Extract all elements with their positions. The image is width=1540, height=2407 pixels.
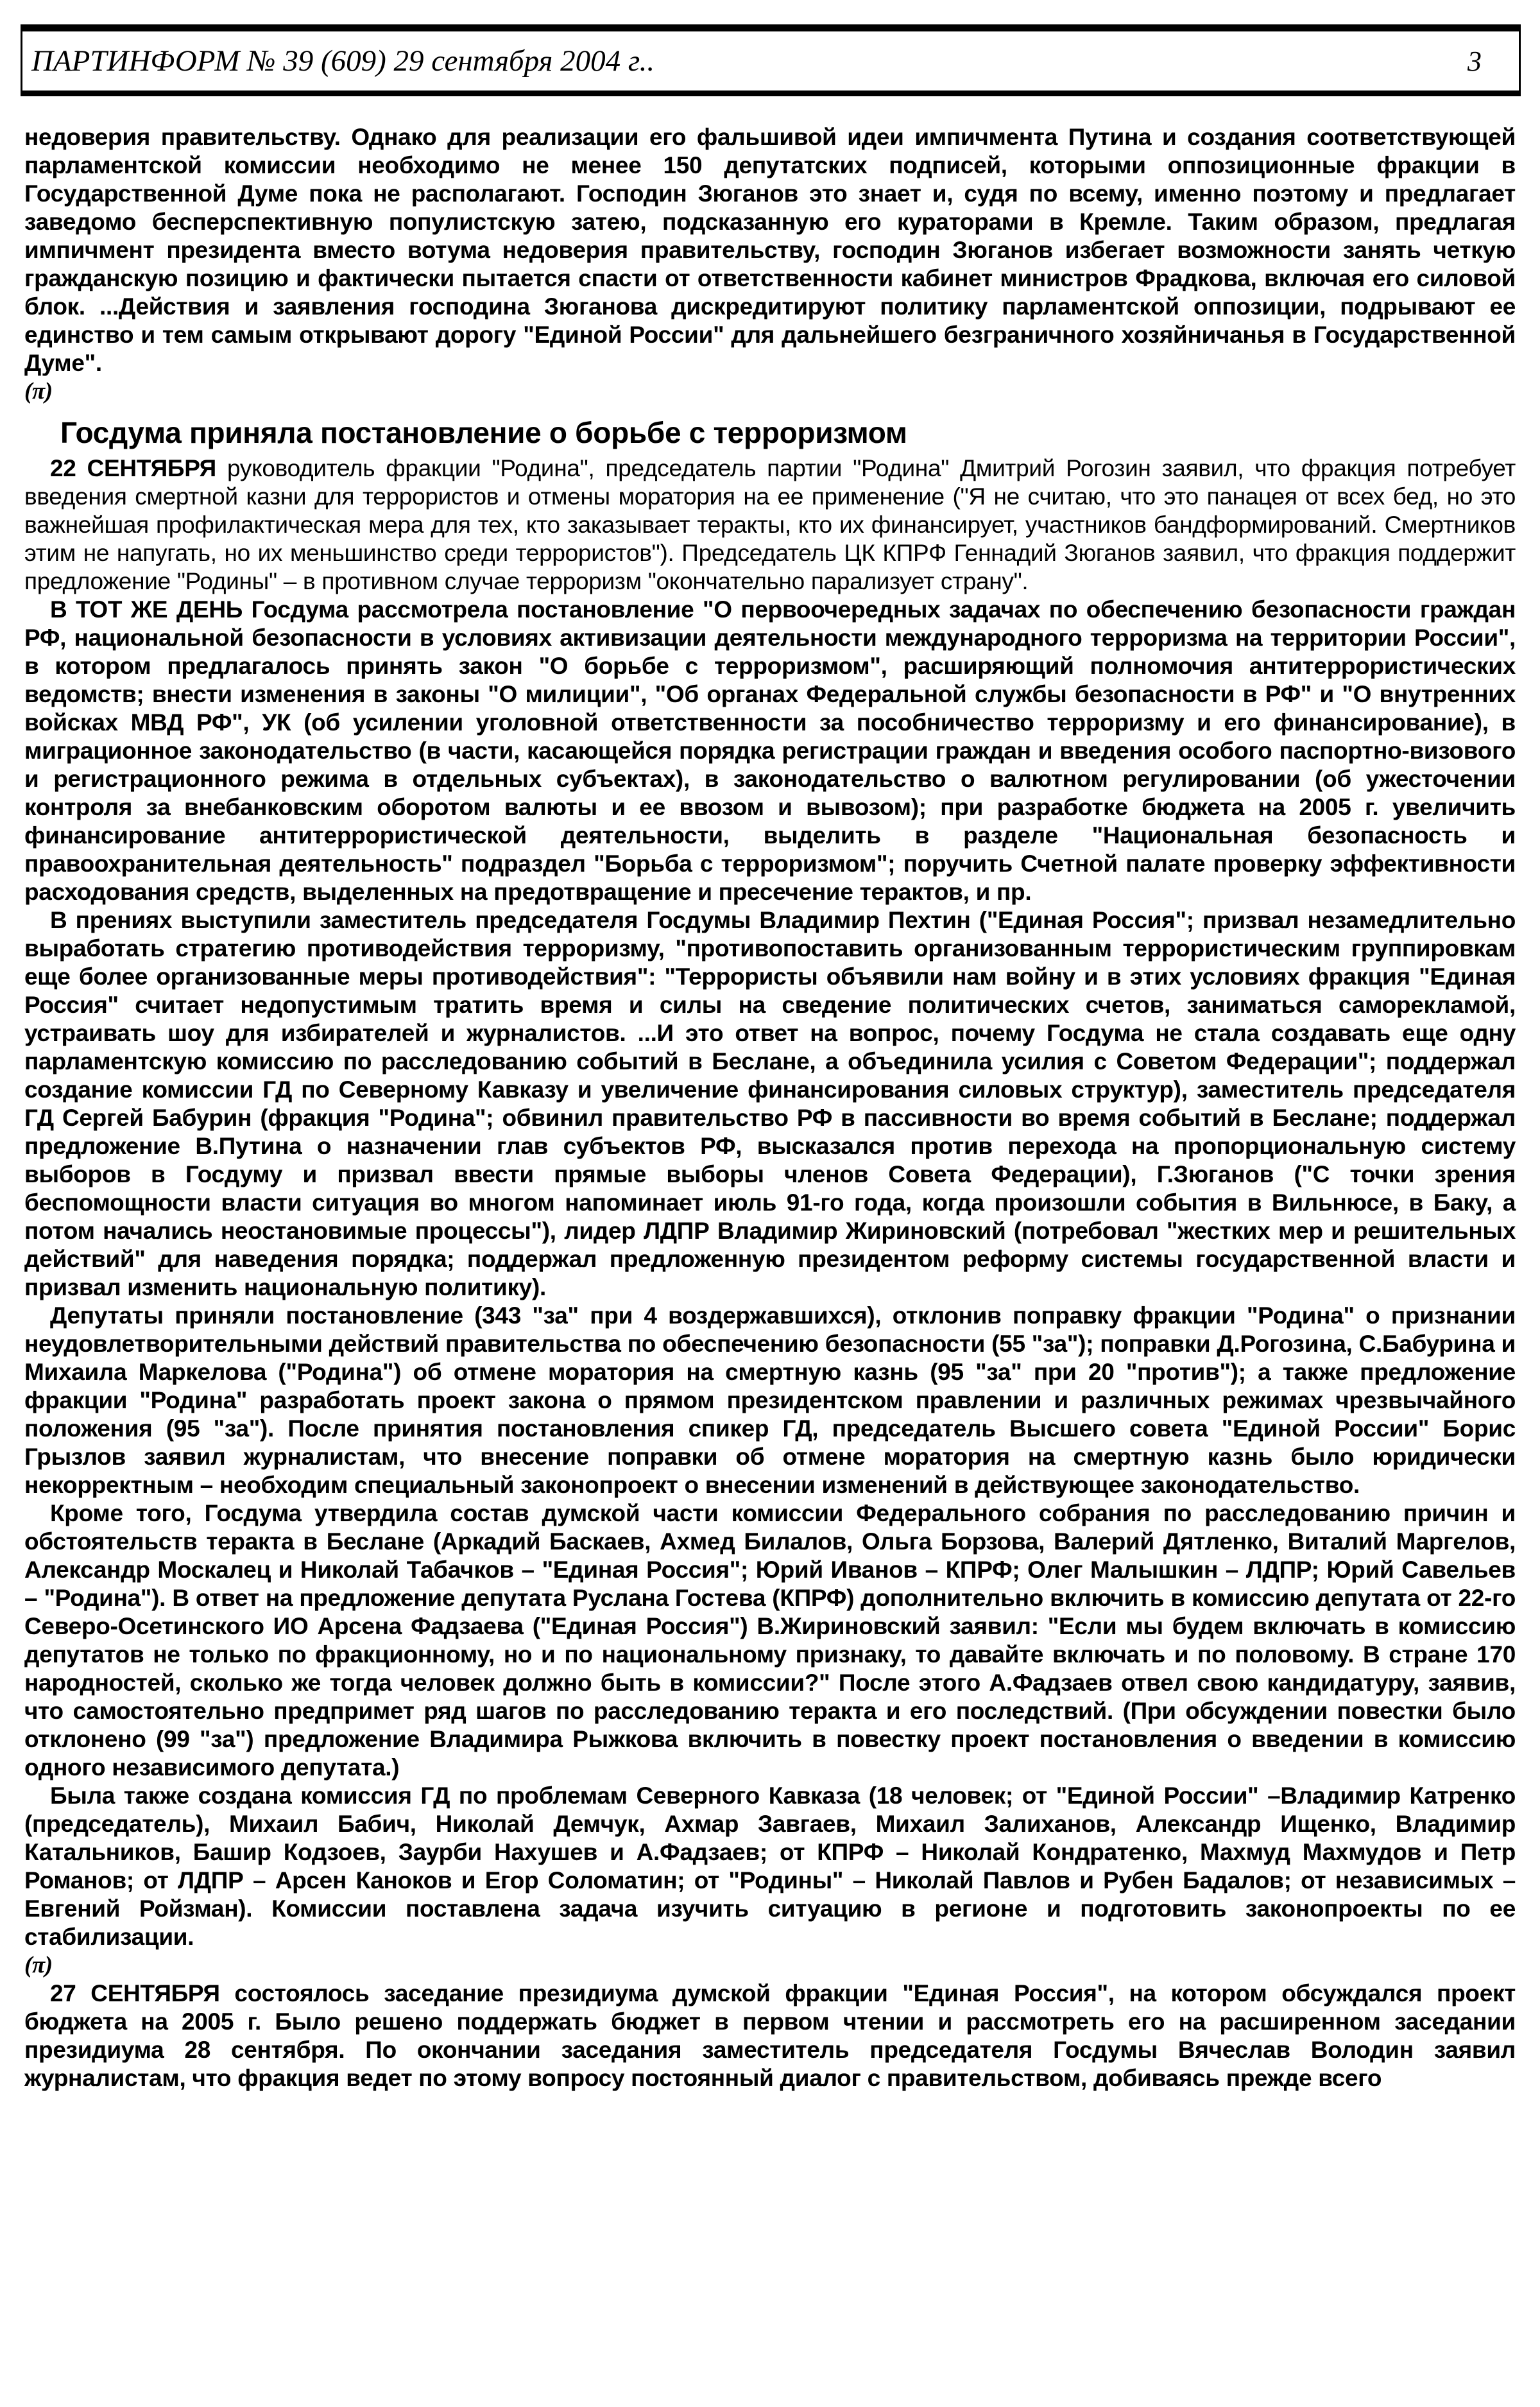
paragraph-text: недоверия правительству. Однако для реализации его фальшивой идеи импичмента Путина и создания соответствующей парламентской комиссии необходимо не менее 150 депутатских подписей, которыми оппозиционные фракции в Государственной Думе пока не располагают. Господин Зюганов это знает и, судя по всему, именно поэтому и предлагает заведомо бесперспективную популистскую затею, подсказанную его кураторами в Кремле. Таким образом, предлагая импичмент президента вместо вотума недоверия правительству, господин Зюганов избегает возможности занять четкую гражданскую позицию и фактически пытается спасти от ответственности кабинет министров Фрадкова, включая его силовой блок. ...Действия и заявления господина Зюганова дискредитируют политику парламентской оппозиции, подрывают ее единство и тем самым открывают дорогу "Единой России" для дальнейшего безграничного хозяйничанья в Государственной Думе". [24, 124, 1516, 376]
article-body [24, 123, 1516, 2092]
paragraph-lead-date: В ТОТ ЖЕ ДЕНЬ [50, 596, 243, 623]
article-paragraph [24, 454, 1516, 596]
paragraph-text: состоялось заседание президиума думской фракции "Единая Россия", на котором обсуждался проект бюджета на 2005 г. Было решено поддержать бюджет в первом чтении и рассмотреть его на расширенном заседании президиума 28 сентября. По окончании заседания заместитель председателя Госдумы Вячеслав Володин заявил журналистам, что фракция ведет по этому вопросу постоянный диалог с правительством, добиваясь прежде всего [24, 1980, 1516, 2091]
section-heading: Госдума приняла постановление о борьбе с терроризмом [60, 416, 907, 449]
scanned-bulletin-page [0, 24, 1540, 2407]
paragraph-text: Кроме того, Госдума утвердила состав думской части комиссии Федерального собрания по расследованию причин и обстоятельств теракта в Беслане (Аркадий Баскаев, Ахмед Билалов, Ольга Борзова, Валерий Дятленко, Виталий Маргелов, Александр Москалец и Николай Табачков – "Единая Россия"; Юрий Иванов – КПРФ; Олег Малышкин – ЛДПР; Юрий Савельев – "Родина"). В ответ на предложение депутата Руслана Гостева (КПРФ) дополнительно включить в комиссию депутата от 22-го Северо-Осетинского ИО Арсена Фадзаева ("Единая Россия") В.Жириновский заявил: "Если мы будем включать в комиссию депутатов не только по фракционному, но и по национальному признаку, то давайте включать и по половому. В стране 170 народностей, сколько же тогда человек должно быть в комиссии?" После этого А.Фадзаев отвел свою кандидатуру, заявив, что самостоятельно предпримет ряд шагов по расследованию теракта и его последствий. (При обсуждении повестки было отклонено (99 "за") предложение Владимира Рыжкова включить в повестку проект постановления о введении в комиссию одного независимого депутата.) [24, 1500, 1516, 1781]
paragraph-text: В прениях выступили заместитель председателя Госдумы Владимир Пехтин ("Единая Россия"; призвал незамедлительно выработать стратегию противодействия терроризму, "противопоставить организованным террористическим группировкам еще более организованные меры противодействия": "Террористы объявили нам войну и в этих условиях фракция "Единая Россия" считает недопустимым тратить время и силы на сведение политических счетов, заниматься саморекламой, устраивать шоу для избирателей и журналистов. ...И это ответ на вопрос, почему Госдума не стала создавать еще одну парламентскую комиссию по расследованию событий в Беслане, а объединила усилия с Советом Федерации"; поддержал создание комиссии ГД по Северному Кавказу и увеличение финансирования силовых структур), заместитель председателя ГД Сергей Бабурин (фракция "Родина"; обвинил правительство РФ в пассивности во время событий в Беслане; поддержал предложение В.Путина о назначении глав субъектов РФ, высказался против перехода на пропорциональную систему выборов в Госдуму и призвал ввести прямые выборы членов Совета Федерации), Г.Зюганов ("С точки зрения беспомощности власти ситуация во многом напоминает июль 91-го года, когда произошли события в Вильнюсе, в Баку, а потом начались неостановимые процессы"), лидер ЛДПР Владимир Жириновский (потребовал "жестких мер и решительных действий" для наведения порядка; поддержал предложенную президентом реформу системы государственной власти и призвал изменить национальную политику). [24, 907, 1516, 1300]
article-paragraph [24, 596, 1516, 906]
article-paragraph [24, 1302, 1516, 1499]
page-number: 3 [1467, 45, 1482, 77]
section-end-marker: (π) [24, 1952, 53, 1978]
page-header [21, 24, 1521, 96]
article-paragraph [24, 1499, 1516, 1782]
article-paragraph [24, 1980, 1516, 2092]
article-paragraph [24, 906, 1516, 1302]
paragraph-text: Госдума рассмотрела постановление "О первоочередных задачах по обеспечению безопасности граждан РФ, национальной безопасности в условиях активизации деятельности международного терроризма на территории России", в котором предлагалось принять закон "О борьбе с терроризмом", расширяющий полномочия антитеррористических ведомств; внести изменения в законы "О милиции", "Об органах Федеральной службы безопасности в РФ" и "О внутренних войсках МВД РФ", УК (об усилении уголовной ответственности за пособничество терроризму и его финансирование), в миграционное законодательство (в части, касающейся порядка регистрации граждан и введения особого паспортно-визового и регистрационного режима в отдельных субъектах), в законодательство о валютном регулировании (об ужесточении контроля за внебанковским оборотом валюты и ее ввозом и вывозом); при разработке бюджета на 2005 г. увеличить финансирование антитеррористической деятельности, выделить в разделе "Национальная безопасность и правоохранительная деятельность" подраздел "Борьба с терроризмом"; поручить Счетной палате проверку эффективности расходования средств, выделенных на предотвращение и пресечение терактов, и пр. [24, 596, 1516, 905]
article-paragraph [24, 123, 1516, 377]
paragraph-lead-date: 27 СЕНТЯБРЯ [50, 1980, 220, 2006]
paragraph-text: руководитель фракции "Родина", председатель партии "Родина" Дмитрий Рогозин заявил, что фракция потребует введения смертной казни для террористов и отмены моратория на ее применение ("Я не считаю, что это панацея от всех бед, но это важнейшая профилактическая мера для тех, кто заказывает теракты, кто их финансирует, участников бандформирований. Смертников этим не напугать, но их меньшинство среди террористов"). Председатель ЦК КПРФ Геннадий Зюганов заявил, что фракция поддержит предложение "Родины" – в противном случае терроризм "окончательно парализует страну". [24, 455, 1516, 594]
paragraph-lead-date: 22 СЕНТЯБРЯ [50, 455, 216, 481]
page-header-title: ПАРТИНФОРМ № 39 (609) 29 сентября 2004 г.. [31, 44, 655, 78]
section-end-marker: (π) [24, 378, 53, 404]
paragraph-text: Депутаты приняли постановление (343 "за" при 4 воздержавшихся), отклонив поправку фракции "Родина" о признании неудовлетворительными действий правительства по обеспечению безопасности (55 "за"); поправки Д.Рогозина, С.Бабурина и Михаила Маркелова ("Родина") об отмене моратория на смертную казнь (95 "за" при 20 "против"); а также предложение фракции "Родина" разработать проект закона о прямом президентском правлении и различных режимах чрезвычайного положения (95 "за"). После принятия постановления спикер ГД, председатель Высшего совета "Единой России" Борис Грызлов заявил журналистам, что внесение поправки об отмене моратория на смертную казнь было юридически некорректным – необходим специальный законопроект о внесении изменений в действующее законодательство. [24, 1302, 1516, 1498]
article-paragraph [24, 1782, 1516, 1951]
paragraph-text: Была также создана комиссия ГД по проблемам Северного Кавказа (18 человек; от "Единой России" –Владимир Катренко (председатель), Михаил Бабич, Николай Демчук, Ахмар Завгаев, Михаил Залиханов, Александр Ищенко, Владимир Катальников, Башир Кодзоев, Заурби Нахушев и А.Фадзаев; от КПРФ – Николай Кондратенко, Махмуд Махмудов и Петр Романов; от ЛДПР – Арсен Каноков и Егор Соломатин; от "Родины" – Николай Павлов и Рубен Бадалов; от независимых – Евгений Ройзман). Комиссии поставлена задача изучить ситуацию в регионе и подготовить законопроекты по ее стабилизации. [24, 1782, 1516, 1950]
